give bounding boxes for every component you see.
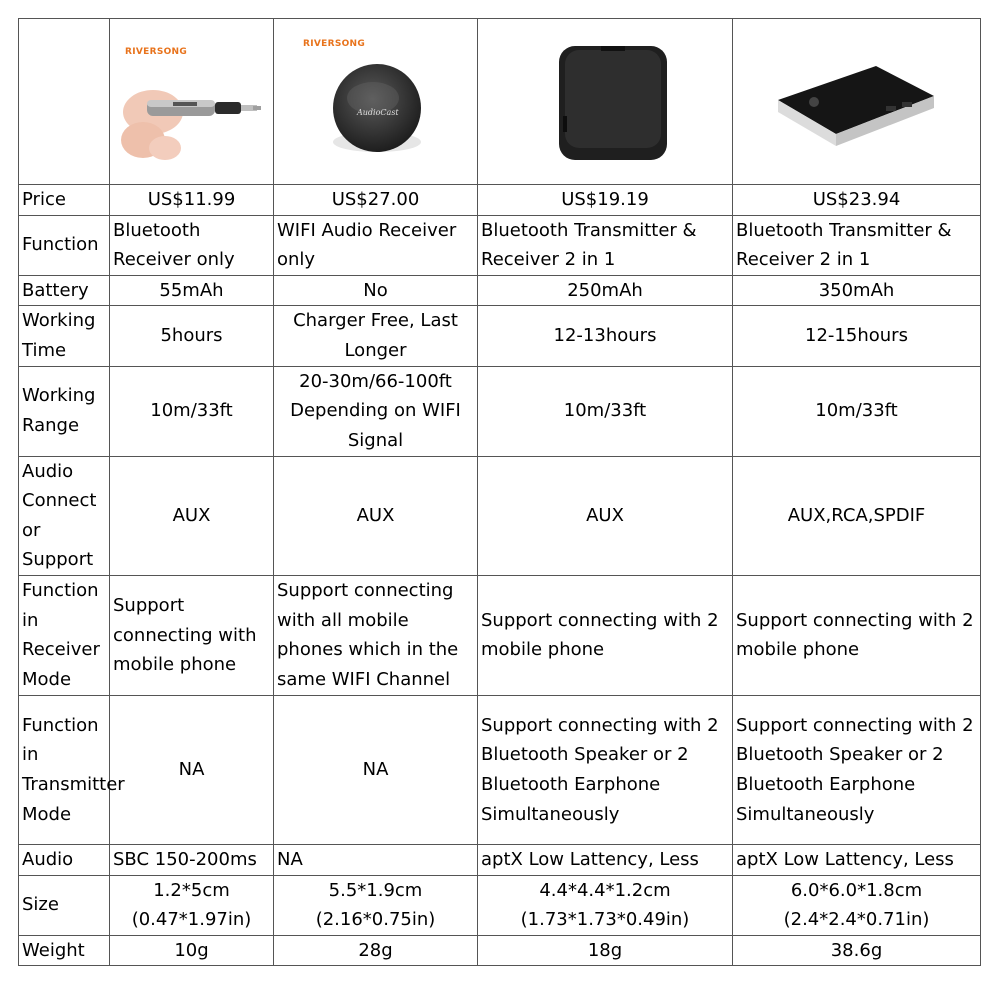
table-cell: aptX Low Lattency, Less <box>478 844 733 875</box>
table-row <box>19 695 981 844</box>
table-cell: AUX <box>274 456 478 575</box>
table-cell: 12-15hours <box>733 306 981 366</box>
product-image-cell-4 <box>733 19 981 185</box>
table-cell: 4.4*4.4*1.2cm (1.73*1.73*0.49in) <box>478 875 733 935</box>
table-cell: 350mAh <box>733 275 981 306</box>
row-label: Audio <box>19 844 110 875</box>
table-cell: Support connecting with 2 mobile phone <box>733 575 981 695</box>
wifi-audio-receiver-icon <box>277 20 481 184</box>
table-cell: Bluetooth Receiver only <box>110 215 274 275</box>
table-cell: NA <box>110 695 274 844</box>
brand-logo: RIVERSONG <box>303 38 366 49</box>
table-cell: 10g <box>110 935 274 966</box>
table-cell: NA <box>274 695 478 844</box>
white-transmitter-icon <box>736 20 984 184</box>
aux-bluetooth-receiver-icon <box>113 20 277 184</box>
row-label: Function <box>19 215 110 275</box>
device-label: AudioCast <box>357 107 399 117</box>
table-cell: 10m/33ft <box>733 366 981 456</box>
row-label: Working Time <box>19 306 110 366</box>
corner-cell <box>19 19 110 185</box>
table-row <box>19 844 981 875</box>
table-cell: Support connecting with all mobile phones which in the same WIFI Channel <box>274 575 478 695</box>
table-cell: 6.0*6.0*1.8cm (2.4*2.4*0.71in) <box>733 875 981 935</box>
table-row <box>19 366 981 456</box>
table-row <box>19 575 981 695</box>
product-image-cell-1 <box>110 19 274 185</box>
table-row <box>19 306 981 366</box>
row-label: Working Range <box>19 366 110 456</box>
table-cell: US$23.94 <box>733 185 981 216</box>
table-cell: US$27.00 <box>274 185 478 216</box>
product-image-cell-3 <box>478 19 733 185</box>
table-cell: Charger Free, Last Longer <box>274 306 478 366</box>
table-row <box>19 215 981 275</box>
table-cell: 5hours <box>110 306 274 366</box>
table-cell: Support connecting with mobile phone <box>110 575 274 695</box>
table-cell: Support connecting with 2 Bluetooth Speaker or 2 Bluetooth Earphone Simultaneously <box>478 695 733 844</box>
product-image-cell-2 <box>274 19 478 185</box>
table-row <box>19 275 981 306</box>
table-cell: 1.2*5cm (0.47*1.97in) <box>110 875 274 935</box>
table-cell: WIFI Audio Receiver only <box>274 215 478 275</box>
comparison-table <box>18 18 981 966</box>
table-cell: US$11.99 <box>110 185 274 216</box>
product-images-row <box>19 19 981 185</box>
table-cell: 12-13hours <box>478 306 733 366</box>
table-cell: aptX Low Lattency, Less <box>733 844 981 875</box>
table-cell: 5.5*1.9cm (2.16*0.75in) <box>274 875 478 935</box>
table-cell: SBC 150-200ms <box>110 844 274 875</box>
table-cell: 55mAh <box>110 275 274 306</box>
table-row <box>19 875 981 935</box>
table-cell: US$19.19 <box>478 185 733 216</box>
table-cell: AUX <box>478 456 733 575</box>
row-label: Audio Connect or Support <box>19 456 110 575</box>
table-cell: Support connecting with 2 Bluetooth Speaker or 2 Bluetooth Earphone Simultaneously <box>733 695 981 844</box>
brand-logo: RIVERSONG <box>125 46 188 57</box>
row-label: Function in Transmitter Mode <box>19 695 110 844</box>
row-label: Function in Receiver Mode <box>19 575 110 695</box>
table-cell: 10m/33ft <box>478 366 733 456</box>
table-row <box>19 456 981 575</box>
table-cell: AUX,RCA,SPDIF <box>733 456 981 575</box>
table-cell: 18g <box>478 935 733 966</box>
table-cell: Bluetooth Transmitter & Receiver 2 in 1 <box>733 215 981 275</box>
table-cell: 28g <box>274 935 478 966</box>
table-cell: 38.6g <box>733 935 981 966</box>
row-label: Weight <box>19 935 110 966</box>
table-row <box>19 935 981 966</box>
table-cell: NA <box>274 844 478 875</box>
table-cell: Bluetooth Transmitter & Receiver 2 in 1 <box>478 215 733 275</box>
row-label: Price <box>19 185 110 216</box>
table-cell: Support connecting with 2 mobile phone <box>478 575 733 695</box>
table-cell: 250mAh <box>478 275 733 306</box>
row-label: Size <box>19 875 110 935</box>
table-cell: 20-30m/66-100ft Depending on WIFI Signal <box>274 366 478 456</box>
row-label: Battery <box>19 275 110 306</box>
square-transmitter-icon <box>481 20 736 184</box>
table-cell: 10m/33ft <box>110 366 274 456</box>
table-cell: AUX <box>110 456 274 575</box>
table-cell: No <box>274 275 478 306</box>
table-row <box>19 185 981 216</box>
